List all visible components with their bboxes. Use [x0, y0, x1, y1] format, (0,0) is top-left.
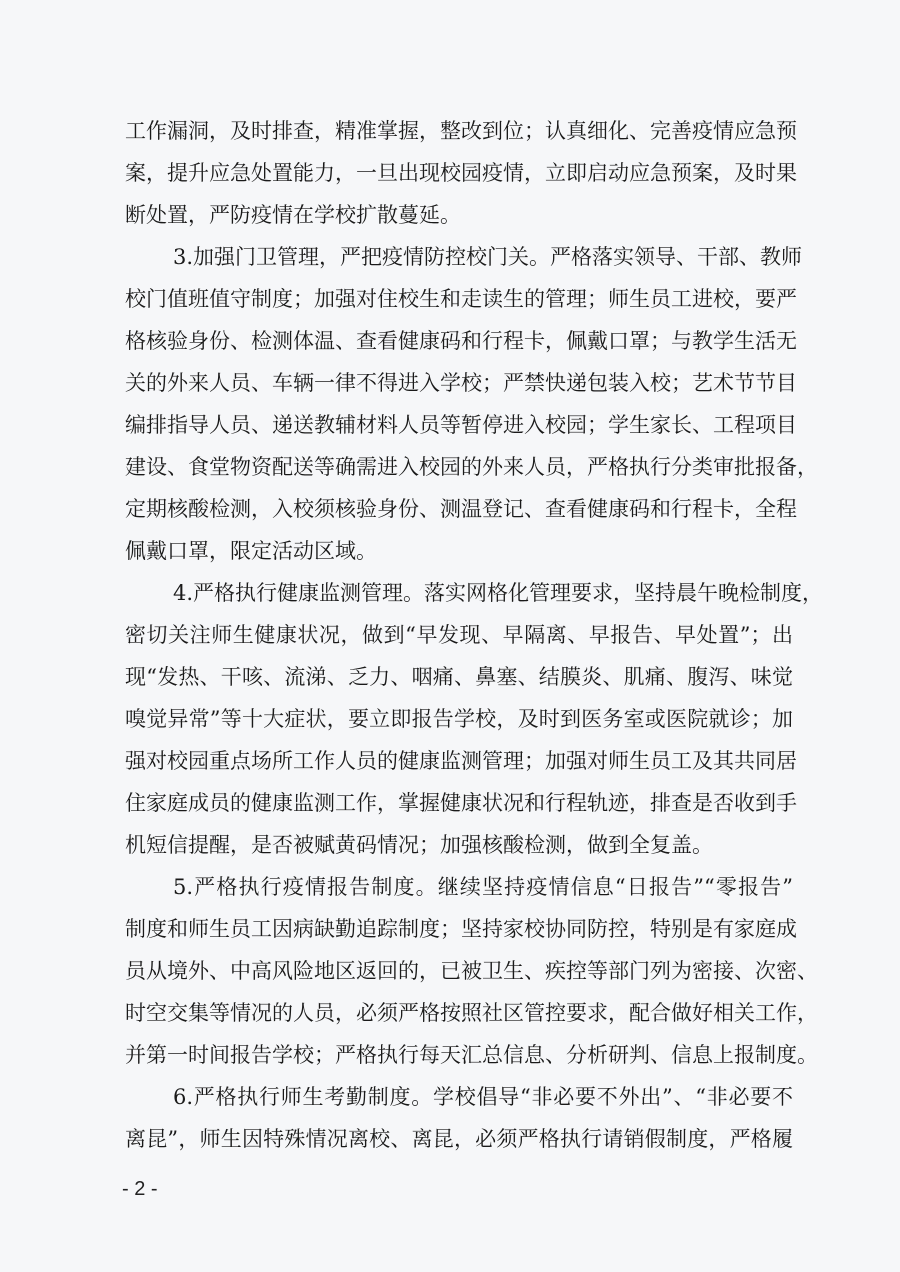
- text-line: 密切关注师生健康状况，做到“早发现、早隔离、早报告、早处置”；出: [125, 623, 793, 647]
- text-line: 并第一时间报告学校；严格执行每天汇总信息、分析研判、信息上报制度。: [125, 1043, 818, 1067]
- text-line: 3.加强门卫管理，严把疫情防控校门关。严格落实领导、干部、教师: [173, 245, 803, 269]
- text-line: 建设、食堂物资配送等确需进入校园的外来人员，严格执行分类审批报备，: [125, 455, 818, 479]
- text-line: 机短信提醒，是否被赋黄码情况；加强核酸检测，做到全复盖。: [125, 833, 713, 857]
- paragraph-6-attendance: [125, 1076, 793, 1160]
- text-line: 嗅觉异常”等十大症状，要立即报告学校，及时到医务室或医院就诊；加: [125, 707, 793, 731]
- text-line: 校门值班值守制度；加强对住校生和走读生的管理；师生员工进校，要严: [125, 287, 797, 311]
- text-line: 员从境外、中高风险地区返回的，已被卫生、疾控等部门列为密接、次密、: [125, 959, 818, 983]
- document-body: [125, 110, 824, 1160]
- text-line: 4.严格执行健康监测管理。落实网格化管理要求，坚持晨午晚检制度，: [173, 581, 824, 605]
- text-line: 案，提升应急处置能力，一旦出现校园疫情，立即启动应急预案，及时果: [125, 161, 797, 185]
- paragraph-3-gate-management: [125, 236, 818, 572]
- text-line: 制度和师生员工因病缺勤追踪制度；坚持家校协同防控，特别是有家庭成: [125, 917, 797, 941]
- paragraph-4-health-monitoring: [125, 572, 824, 866]
- text-line: 编排指导人员、递送教辅材料人员等暂停进入校园；学生家长、工程项目: [125, 413, 797, 437]
- paragraph-continuation: [125, 110, 797, 236]
- text-line: 离昆”，师生因特殊情况离校、离昆，必须严格执行请销假制度，严格履: [125, 1127, 793, 1151]
- text-line: 6.严格执行师生考勤制度。学校倡导“非必要不外出”、“非必要不: [173, 1085, 793, 1109]
- text-line: 关的外来人员、车辆一律不得进入学校；严禁快递包装入校；艺术节节目: [125, 371, 797, 395]
- page-number: - 2 -: [122, 1178, 158, 1200]
- text-line: 住家庭成员的健康监测工作，掌握健康状况和行程轨迹，排查是否收到手: [125, 791, 797, 815]
- text-line: 强对校园重点场所工作人员的健康监测管理；加强对师生员工及其共同居: [125, 749, 797, 773]
- text-line: 格核验身份、检测体温、查看健康码和行程卡，佩戴口罩；与教学生活无: [125, 329, 797, 353]
- paragraph-5-epidemic-reporting: [125, 866, 818, 1076]
- text-line: 现“发热、干咳、流涕、乏力、咽痛、鼻塞、结膜炎、肌痛、腹泻、味觉: [125, 665, 793, 689]
- text-line: 工作漏洞，及时排查，精准掌握，整改到位；认真细化、完善疫情应急预: [125, 119, 797, 143]
- text-line: 时空交集等情况的人员，必须严格按照社区管控要求，配合做好相关工作，: [125, 1001, 818, 1025]
- text-line: 定期核酸检测，入校须核验身份、测温登记、查看健康码和行程卡，全程: [125, 497, 797, 521]
- text-line: 佩戴口罩，限定活动区域。: [125, 539, 377, 563]
- text-line: 断处置，严防疫情在学校扩散蔓延。: [125, 203, 461, 227]
- text-line: 5.严格执行疫情报告制度。继续坚持疫情信息“日报告”“零报告”: [173, 875, 793, 899]
